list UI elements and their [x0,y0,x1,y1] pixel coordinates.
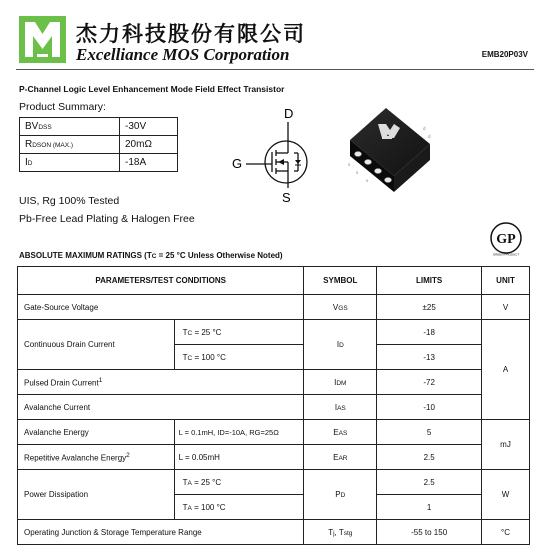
header-divider [16,69,534,70]
limit-cell: 2.5 [377,445,482,470]
symbol-cell: ID [304,320,377,370]
limit-cell: -13 [377,345,482,370]
summary-value: -18A [120,154,178,172]
col-header-symbol: SYMBOL [304,267,377,295]
condition-cell: TA = 100 °C [174,495,304,520]
condition-cell: TC = 100 °C [174,345,304,370]
limit-cell: -10 [377,395,482,420]
col-header-param: PARAMETERS/TEST CONDITIONS [18,267,304,295]
product-subtitle: P-Channel Logic Level Enhancement Mode Field Effect Transistor [19,84,285,94]
company-name-en: Excelliance MOS Corporation [76,45,290,64]
table-row [18,520,530,545]
source-label: S [282,190,291,204]
unit-cell: A [482,320,530,420]
limit-cell: -72 [377,370,482,395]
limit-cell: 1 [377,495,482,520]
table-row [18,295,530,320]
product-summary-title: Product Summary: [19,101,106,113]
svg-text:d: d [428,134,431,139]
param-cell: Avalanche Current [18,395,304,420]
symbol-cell: Tj, Tstg [304,520,377,545]
gate-label: G [232,156,243,171]
param-cell: Gate-Source Voltage [18,295,304,320]
symbol-cell: IAS [304,395,377,420]
absolute-max-ratings-table [17,266,530,545]
unit-cell: °C [482,520,530,545]
summary-symbol: BVDSS [20,118,120,136]
param-cell: Repetitive Avalanche Energy$^2$ [18,445,175,470]
summary-value: 20mΩ [120,136,178,154]
param-cell: Pulsed Drain Current$^1$ [18,370,304,395]
param-cell: Avalanche Energy [18,420,175,445]
table-row [18,470,530,495]
condition-cell: TA = 25 °C [174,470,304,495]
unit-cell: mJ [482,420,530,470]
condition-cell: L = 0.05mH [174,445,304,470]
table-row [18,320,530,345]
symbol-cell: PD [304,470,377,520]
amr-title: ABSOLUTE MAXIMUM RATINGS (TC = 25 °C Unless Otherwise Noted) [19,251,283,260]
param-cell: Power Dissipation [18,470,175,520]
summary-row [20,136,178,154]
summary-row [20,118,178,136]
limit-cell: 5 [377,420,482,445]
unit-cell: W [482,470,530,520]
em-logo-icon [19,16,66,63]
table-row [18,395,530,420]
param-cell: Operating Junction & Storage Temperature Range [18,520,304,545]
col-header-limits: LIMITS [377,267,482,295]
svg-text:s: s [356,170,359,175]
product-summary-table [19,117,178,172]
mosfet-schematic-icon [232,104,312,204]
condition-cell: L = 0.1mH, ID=-10A, RG=25Ω [174,420,304,445]
company-name-cn: 杰力科技股份有限公司 [76,21,306,46]
gp-subtext: GREEN PRODUCT [492,252,520,256]
symbol-cell: EAR [304,445,377,470]
limit-cell: 2.5 [377,470,482,495]
part-number: EMB20P03V [481,50,528,59]
gp-text: GP [496,232,516,247]
condition-cell: TC = 25 °C [174,320,304,345]
unit-cell: V [482,295,530,320]
table-row [18,445,530,470]
feature-line: UIS, Rg 100% Tested [19,195,120,207]
feature-line: Pb-Free Lead Plating & Halogen Free [19,213,195,225]
param-cell: Continuous Drain Current [18,320,175,370]
svg-text:d: d [423,126,426,131]
green-product-logo-icon [489,222,523,256]
table-header-row [18,267,530,295]
symbol-cell: IDM [304,370,377,395]
svg-text:s: s [366,178,369,183]
col-header-unit: UNIT [482,267,530,295]
table-row [18,370,530,395]
limit-cell: ±25 [377,295,482,320]
summary-symbol: ID [20,154,120,172]
package-image [338,100,438,210]
limit-cell: -55 to 150 [377,520,482,545]
symbol-cell: EAS [304,420,377,445]
summary-symbol: RDSON (MAX.) [20,136,120,154]
table-row [18,420,530,445]
drain-label: D [284,106,294,121]
summary-value: -30V [120,118,178,136]
limit-cell: -18 [377,320,482,345]
summary-row [20,154,178,172]
symbol-cell: VGS [304,295,377,320]
svg-text:s: s [348,162,351,167]
